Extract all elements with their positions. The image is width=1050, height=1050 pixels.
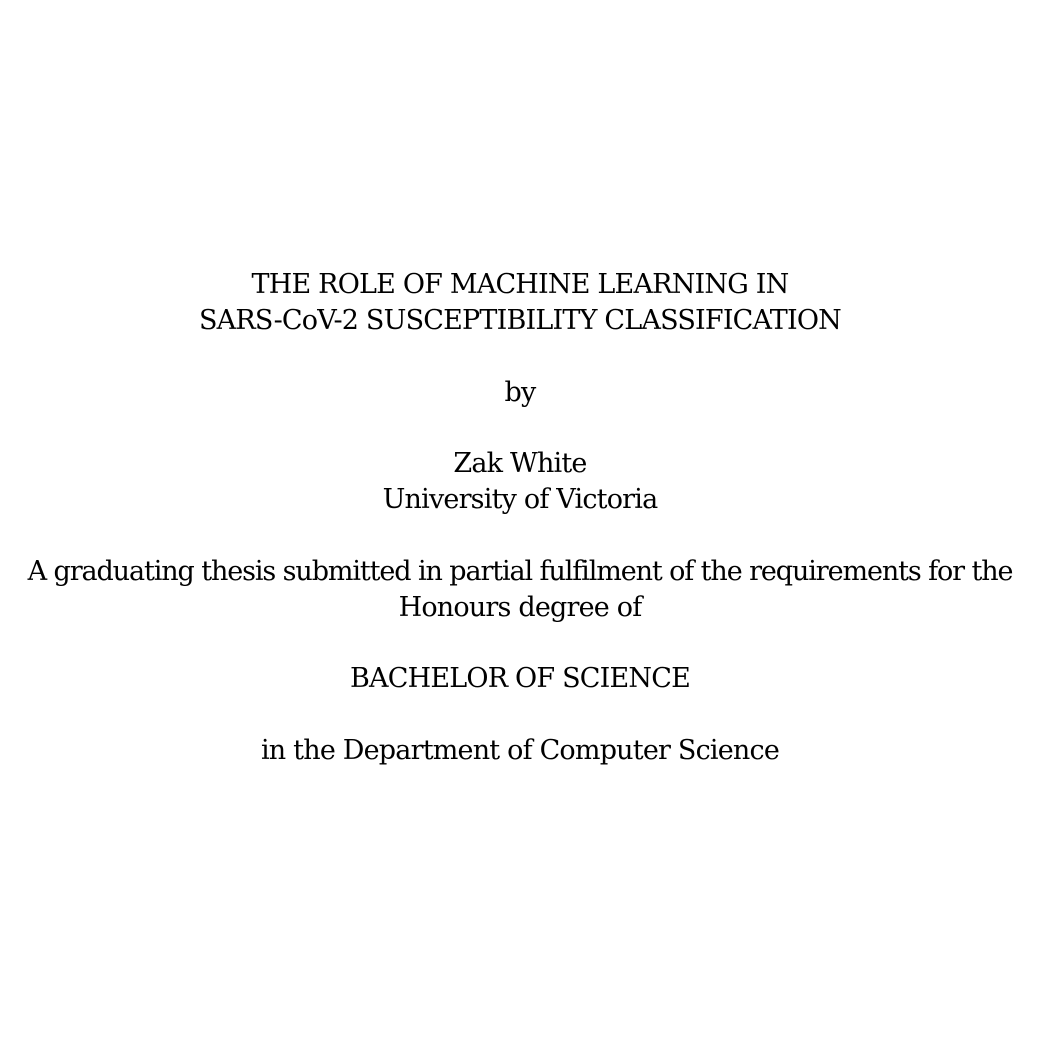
- submission-statement-line-2: Honours degree of: [398, 592, 642, 623]
- thesis-title-line-2: SARS-CoV-2 SUSCEPTIBILITY CLASSIFICATION: [198, 305, 841, 336]
- thesis-title-line-1: THE ROLE OF MACHINE LEARNING IN: [251, 269, 789, 300]
- by-label: by: [504, 377, 536, 408]
- department-line: in the Department of Computer Science: [260, 735, 780, 766]
- submission-statement-line-1: A graduating thesis submitted in partial fulfilment of the requirements for the: [27, 556, 1013, 587]
- author-affiliation: University of Victoria: [382, 484, 658, 515]
- author-name: Zak White: [453, 448, 587, 479]
- degree-name: BACHELOR OF SCIENCE: [349, 663, 690, 694]
